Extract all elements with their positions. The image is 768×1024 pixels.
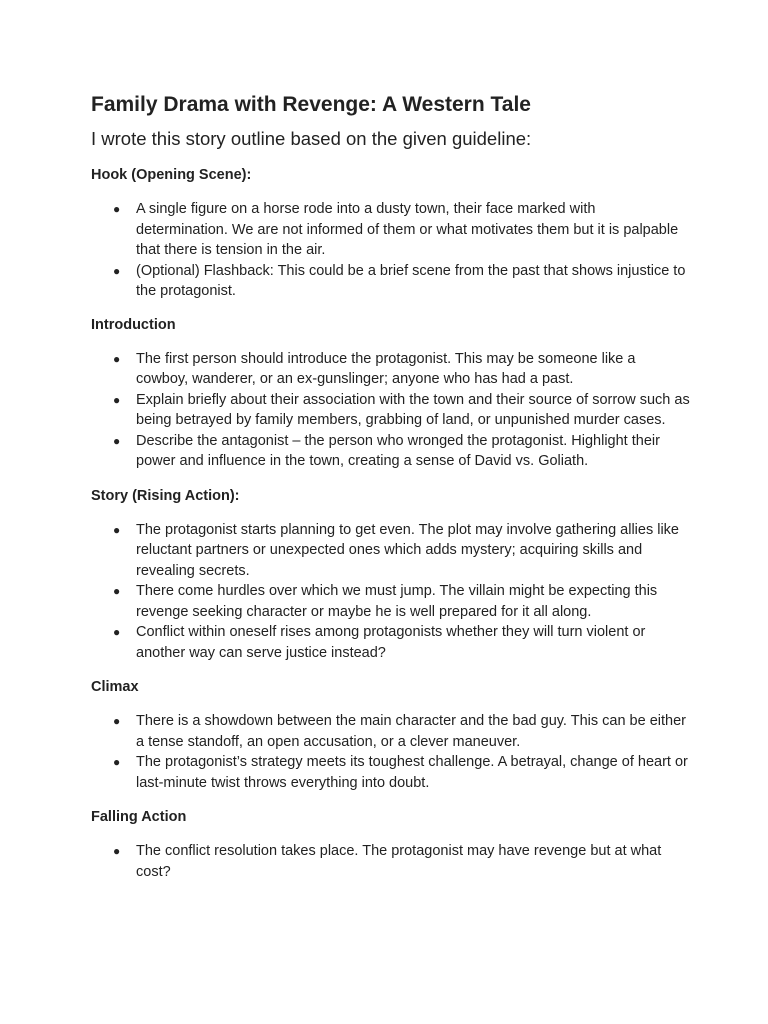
section-heading: Falling Action bbox=[91, 809, 187, 825]
list-item bbox=[91, 581, 691, 622]
list-item bbox=[91, 752, 691, 793]
list-item bbox=[91, 390, 691, 431]
bullet-icon: ● bbox=[113, 584, 121, 598]
list-item-text: There come hurdles over which we must jump. The villain might be expecting this revenge seeking character or maybe he is well prepared for it all along. bbox=[136, 583, 658, 620]
section-hook bbox=[91, 165, 691, 302]
bullet-icon: ● bbox=[113, 392, 121, 407]
list-item bbox=[91, 520, 691, 582]
section-heading: Story (Rising Action): bbox=[91, 487, 240, 504]
section-introduction bbox=[91, 315, 691, 472]
list-item bbox=[91, 622, 691, 663]
list-item-text: The conflict resolution takes place. The protagonist may have revenge but at what cost? bbox=[136, 843, 662, 880]
bullet-icon: ● bbox=[113, 202, 121, 216]
list-item bbox=[91, 261, 691, 302]
bullet-icon: ● bbox=[113, 351, 121, 366]
section-heading: Hook (Opening Scene): bbox=[91, 167, 252, 183]
list-item bbox=[91, 841, 691, 882]
list-item-text: A single figure on a horse rode into a dusty town, their face marked with determination. We are not informed of them or what motivates them but it is palpable that there is tension in the air. bbox=[136, 201, 679, 258]
bullet-icon: ● bbox=[113, 714, 121, 728]
section-rising-action bbox=[91, 486, 691, 664]
list-item bbox=[91, 199, 691, 261]
bullet-list bbox=[91, 841, 691, 882]
document-page bbox=[91, 92, 691, 882]
bullet-list bbox=[91, 711, 691, 793]
list-item-text: The first person should introduce the protagonist. This may be someone like a cowboy, wanderer, or an ex-gunslinger; anyone who has had a past. bbox=[136, 350, 636, 387]
section-heading: Introduction bbox=[91, 316, 176, 333]
list-item-text: There is a showdown between the main character and the bad guy. This can be either a tense standoff, an open accusation, or a clever maneuver. bbox=[136, 713, 686, 750]
list-item-text: The protagonist starts planning to get even. The plot may involve gathering allies like reluctant partners or unexpected ones which adds mystery; acquiring skills and revealing secrets. bbox=[136, 521, 679, 579]
document-title: Family Drama with Revenge: A Western Tale bbox=[91, 93, 531, 116]
bullet-icon: ● bbox=[113, 755, 121, 769]
list-item bbox=[91, 349, 691, 390]
section-climax bbox=[91, 677, 691, 793]
bullet-icon: ● bbox=[113, 522, 121, 537]
bullet-list bbox=[91, 199, 691, 302]
list-item-text: (Optional) Flashback: This could be a brief scene from the past that shows injustice to the protagonist. bbox=[136, 262, 686, 299]
list-item-text: Explain briefly about their association with the town and their source of sorrow such as being betrayed by family members, grabbing of land, or unpunished murder cases. bbox=[136, 391, 690, 428]
section-heading: Climax bbox=[91, 679, 139, 695]
bullet-icon: ● bbox=[113, 263, 121, 278]
list-item bbox=[91, 711, 691, 752]
document-subtitle: I wrote this story outline based on the given guideline: bbox=[91, 128, 532, 149]
list-item bbox=[91, 431, 691, 472]
list-item-text: Conflict within oneself rises among protagonists whether they will turn violent or another way can serve justice instead? bbox=[136, 624, 646, 661]
bullet-list bbox=[91, 520, 691, 664]
bullet-icon: ● bbox=[113, 625, 121, 639]
bullet-icon: ● bbox=[113, 844, 121, 858]
section-falling-action bbox=[91, 807, 691, 882]
bullet-icon: ● bbox=[113, 433, 121, 448]
bullet-list bbox=[91, 349, 691, 472]
list-item-text: The protagonist’s strategy meets its toughest challenge. A betrayal, change of heart or last-minute twist throws everything into doubt. bbox=[136, 754, 688, 791]
list-item-text: Describe the antagonist – the person who wronged the protagonist. Highlight their power and influence in the town, creating a sense of David vs. Goliath. bbox=[136, 432, 660, 469]
